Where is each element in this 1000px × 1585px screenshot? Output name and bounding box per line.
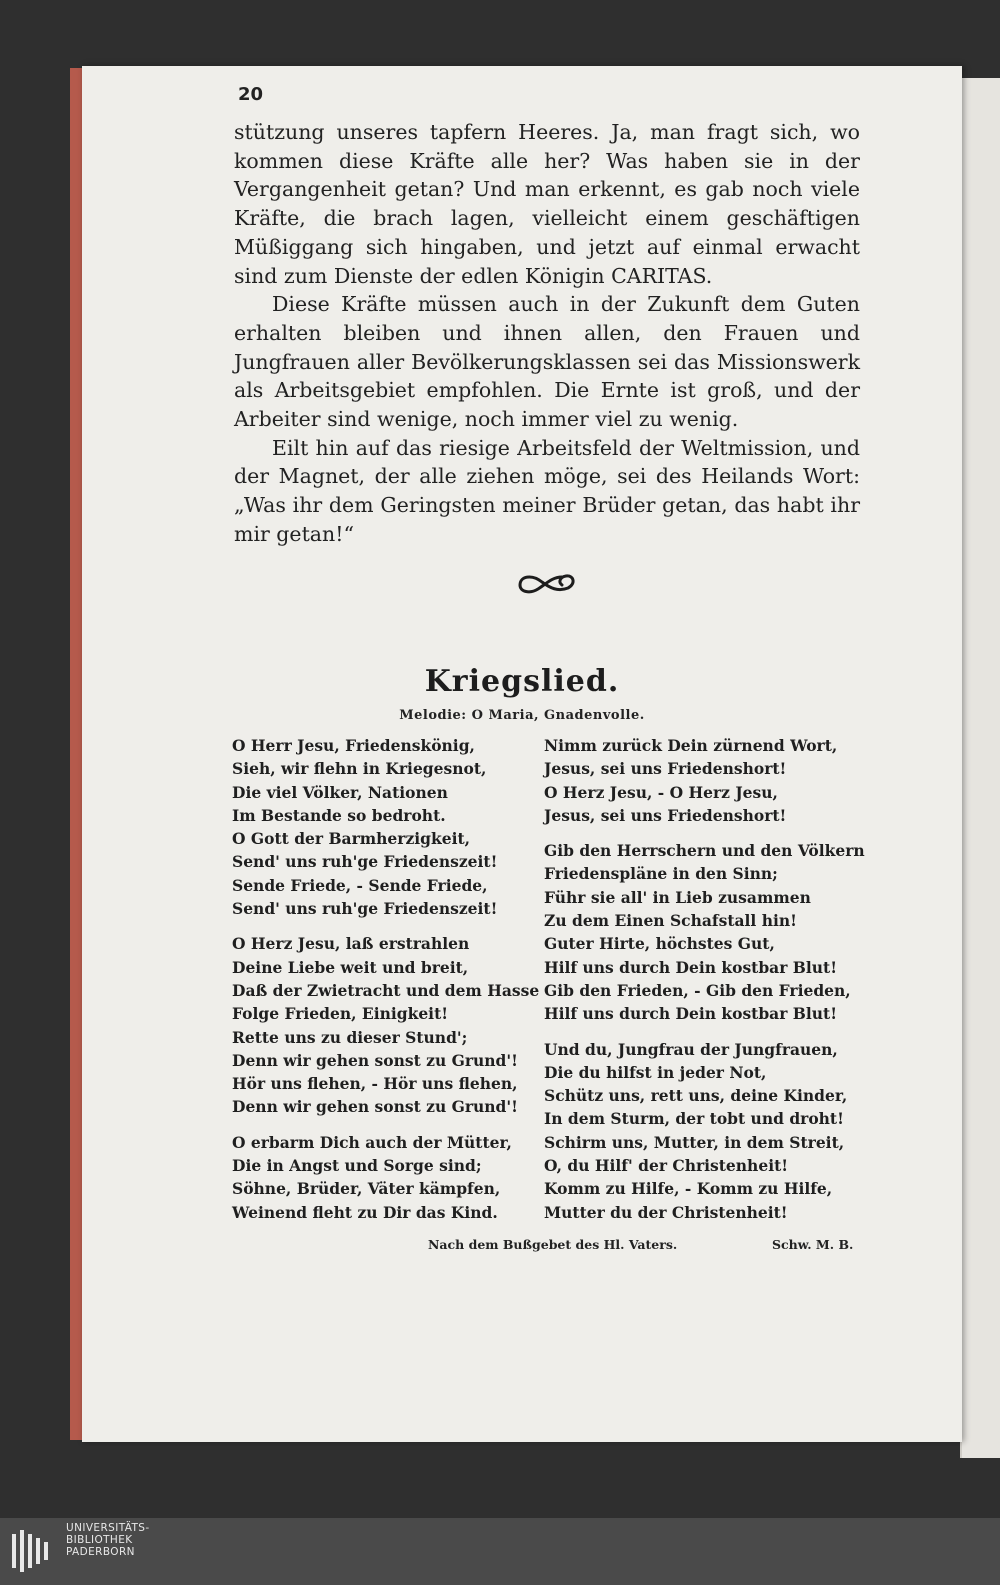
verse-line: Denn wir gehen sonst zu Grund'! [232, 1097, 518, 1117]
verse-line: Deine Liebe weit und breit, [232, 957, 469, 977]
verse-line: Friedenspläne in den Sinn; [544, 864, 778, 884]
stanza [232, 932, 540, 1118]
verse-line: Gib den Frieden, - Gib den Frieden, [544, 980, 851, 1000]
verse-line: Im Bestande so bedroht. [232, 805, 446, 825]
prose-text [234, 118, 860, 549]
verse-line: Send' uns ruh'ge Friedenszeit! [232, 899, 498, 919]
verse-line: Send' uns ruh'ge Friedenszeit! [232, 852, 498, 872]
adjacent-page-edge [960, 78, 1000, 1458]
book-page [82, 66, 962, 1442]
paragraph: Diese Kräfte müssen auch in der Zukunft dem Guten erhalten bleiben und ihnen allen, den Frauen und Jungfrauen aller Bevölkerungsklassen sei das Missionswerk als Arbeitsgebiet empfohlen. Die Ernte ist groß, und der Arbeiter sind wenige, noch immer viel zu wenig. [234, 292, 860, 432]
verse-line: Jesus, sei uns Friedenshort! [544, 759, 787, 779]
verse-line: Schirm uns, Mutter, in dem Streit, [544, 1132, 845, 1152]
song-column-left [232, 734, 540, 1236]
library-footer [0, 1518, 1000, 1585]
verse-line: O, du Hilf' der Christenheit! [544, 1156, 789, 1176]
library-name-line: PADERBORN [66, 1546, 135, 1558]
verse-line: Guter Hirte, höchstes Gut, [544, 934, 775, 954]
verse-line: Die viel Völker, Nationen [232, 782, 448, 802]
verse-line: O Herz Jesu, laß erstrahlen [232, 934, 470, 954]
verse-line: In dem Sturm, der tobt und droht! [544, 1109, 844, 1129]
verse-line: O erbarm Dich auch der Mütter, [232, 1132, 512, 1152]
verse-line: Führ sie all' in Lieb zusammen [544, 887, 811, 907]
verse-line: Nimm zurück Dein zürnend Wort, [544, 736, 838, 755]
verse-line: Die du hilfst in jeder Not, [544, 1062, 767, 1082]
verse-line: Komm zu Hilfe, - Komm zu Hilfe, [544, 1179, 833, 1199]
stanza [232, 1131, 532, 1224]
verse-line: Denn wir gehen sonst zu Grund'! [232, 1050, 518, 1070]
verse-line: Hör uns flehen, - Hör uns flehen, [232, 1074, 518, 1094]
paragraph: stützung unseres tapfern Heeres. Ja, man fragt sich, wo kommen diese Kräfte alle her? Was haben sie in der Vergangenheit getan? Und man erkennt, es gab noch viele Kräfte, die brach lagen, vielleicht einem geschäftigen Müßiggang sich hingaben, und jetzt auf einmal erwacht sind zum Dienste der edlen Königin CARITAS. [234, 120, 860, 288]
verse-line: O Herz Jesu, - O Herz Jesu, [544, 782, 778, 802]
song-column-right [544, 734, 864, 1236]
stanza [232, 734, 532, 920]
verse-line: Zu dem Einen Schafstall hin! [544, 911, 797, 931]
verse-line: Folge Frieden, Einigkeit! [232, 1004, 449, 1024]
ornament-icon [514, 568, 580, 598]
verse-line: Söhne, Brüder, Väter kämpfen, [232, 1179, 501, 1199]
paragraph: Eilt hin auf das riesige Arbeitsfeld der Weltmission, und der Magnet, der alle ziehen möge, sei des Heilands Wort: „Was ihr dem Geringsten meiner Brüder getan, das habt ihr mir getan!“ [234, 435, 860, 546]
verse-line: Daß der Zwietracht und dem Hasse [232, 980, 540, 1000]
song-melody: Melodie: O Maria, Gnadenvolle. [399, 708, 645, 723]
verse-line: O Herr Jesu, Friedenskönig, [232, 736, 475, 755]
verse-line: Hilf uns durch Dein kostbar Blut! [544, 957, 838, 977]
verse-line: Weinend fleht zu Dir das Kind. [232, 1202, 498, 1222]
author-signature: Schw. M. B. [772, 1237, 854, 1252]
page-number: 20 [238, 84, 264, 105]
song-title: Kriegslied. [424, 664, 620, 699]
verse-line: Schütz uns, rett uns, deine Kinder, [544, 1086, 848, 1106]
verse-line: Sieh, wir flehn in Kriegesnot, [232, 759, 487, 779]
library-name-line: BIBLIOTHEK [66, 1534, 133, 1546]
library-logo-icon [10, 1528, 54, 1574]
verse-line: Rette uns zu dieser Stund'; [232, 1027, 468, 1047]
verse-line: Jesus, sei uns Friedenshort! [544, 805, 787, 825]
library-name-line: UNIVERSITÄTS- [66, 1522, 150, 1534]
verse-line: Und du, Jungfrau der Jungfrauen, [544, 1039, 838, 1059]
verse-line: Die in Angst und Sorge sind; [232, 1156, 482, 1176]
verse-line: Mutter du der Christenheit! [544, 1202, 788, 1222]
verse-line: Hilf uns durch Dein kostbar Blut! [544, 1004, 838, 1024]
song-source-note: Nach dem Bußgebet des Hl. Vaters. [428, 1237, 678, 1252]
stanza [544, 1038, 864, 1224]
stanza [544, 839, 864, 1025]
verse-line: Gib den Herrschern und den Völkern [544, 841, 865, 861]
library-name [66, 1522, 150, 1558]
stanza [544, 734, 864, 827]
verse-line: Sende Friede, - Sende Friede, [232, 875, 488, 895]
verse-line: O Gott der Barmherzigkeit, [232, 829, 471, 849]
